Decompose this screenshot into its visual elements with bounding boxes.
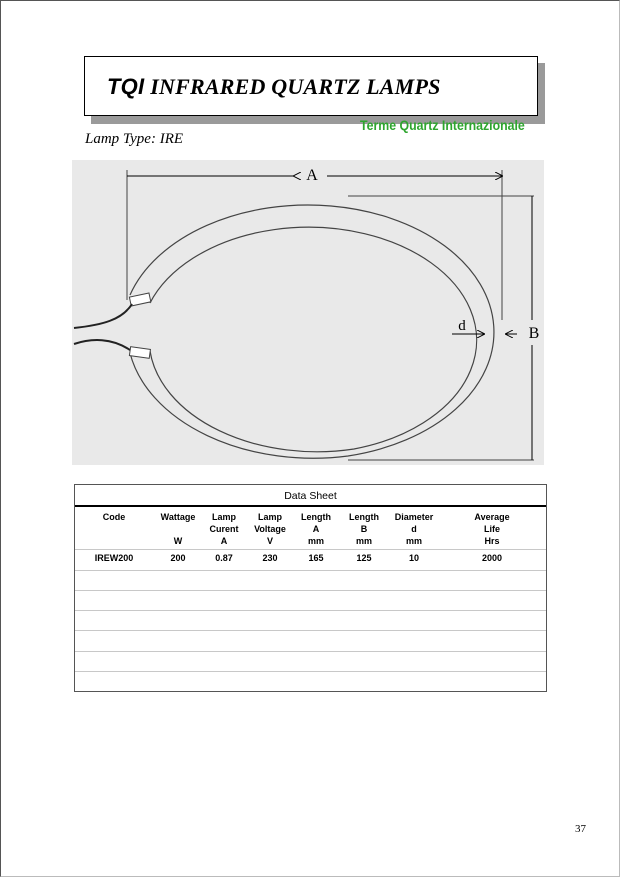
column-header-line: Wattage <box>160 512 196 522</box>
column-header-lamp-voltage <box>245 511 295 547</box>
column-header-line: mm <box>405 536 422 546</box>
column-header-line <box>83 535 145 547</box>
column-header-line: A <box>312 524 320 534</box>
column-header-line: d <box>411 524 417 534</box>
cell-wattage: 200 <box>170 553 186 563</box>
page-number: 37 <box>575 823 586 835</box>
diagram-background <box>72 160 544 465</box>
column-header-lamp-current <box>201 511 247 547</box>
lamp-diagram <box>72 160 544 465</box>
row-divider <box>75 590 546 591</box>
data-sheet-title: Data Sheet <box>75 485 546 507</box>
column-header-length-a <box>293 511 339 547</box>
column-header-line: Voltage <box>254 524 286 534</box>
column-header-line: A <box>220 536 228 546</box>
column-header-line: Lamp <box>257 512 282 522</box>
lamp-type-label: Lamp Type: IRE <box>85 131 184 147</box>
row-divider <box>75 610 546 611</box>
column-header-wattage <box>153 511 203 547</box>
row-divider <box>75 549 546 550</box>
row-divider <box>75 651 546 652</box>
column-header-line: Length <box>349 512 379 522</box>
column-header-line: mm <box>355 536 372 546</box>
column-header-line: W <box>173 536 183 546</box>
column-header-line: B <box>360 524 368 534</box>
column-header-line: mm <box>307 536 324 546</box>
column-header-line: V <box>266 536 273 546</box>
column-header-line: Diameter <box>394 512 434 522</box>
cell-average-life: 2000 <box>481 553 503 563</box>
column-header-line <box>153 523 203 535</box>
cell-length-a: 165 <box>308 553 324 563</box>
column-header-line <box>83 523 145 535</box>
column-header-line: Curent <box>209 524 239 534</box>
cell-code: IREW200 <box>94 553 134 563</box>
title-label: INFRARED QUARTZ LAMPS <box>150 74 441 99</box>
column-header-line: Hrs <box>484 536 500 546</box>
column-header-line: Code <box>102 512 126 522</box>
column-header-code <box>83 511 145 547</box>
column-header-line: Length <box>301 512 331 522</box>
dimension-d-label: d <box>458 318 466 334</box>
row-divider <box>75 671 546 672</box>
column-header-average-life <box>465 511 519 547</box>
cell-lamp-voltage: 230 <box>262 553 278 563</box>
company-name: Terme Quartz Internazionale <box>360 117 525 133</box>
row-divider <box>75 570 546 571</box>
cell-length-b: 125 <box>356 553 372 563</box>
dimension-a-label: A <box>306 167 318 184</box>
column-header-line: Average <box>474 512 510 522</box>
cell-diameter: 10 <box>408 553 419 563</box>
brand-logo: TQI <box>107 74 145 99</box>
column-header-line: Life <box>483 524 500 534</box>
title-box <box>84 56 538 116</box>
cell-lamp-current: 0.87 <box>215 553 233 563</box>
column-header-diameter <box>387 511 441 547</box>
row-divider <box>75 630 546 631</box>
column-header-line: Lamp <box>211 512 236 522</box>
column-header-length-b <box>341 511 387 547</box>
dimension-b-label: B <box>528 325 540 342</box>
page-title <box>107 74 441 100</box>
data-sheet-table <box>74 484 547 692</box>
